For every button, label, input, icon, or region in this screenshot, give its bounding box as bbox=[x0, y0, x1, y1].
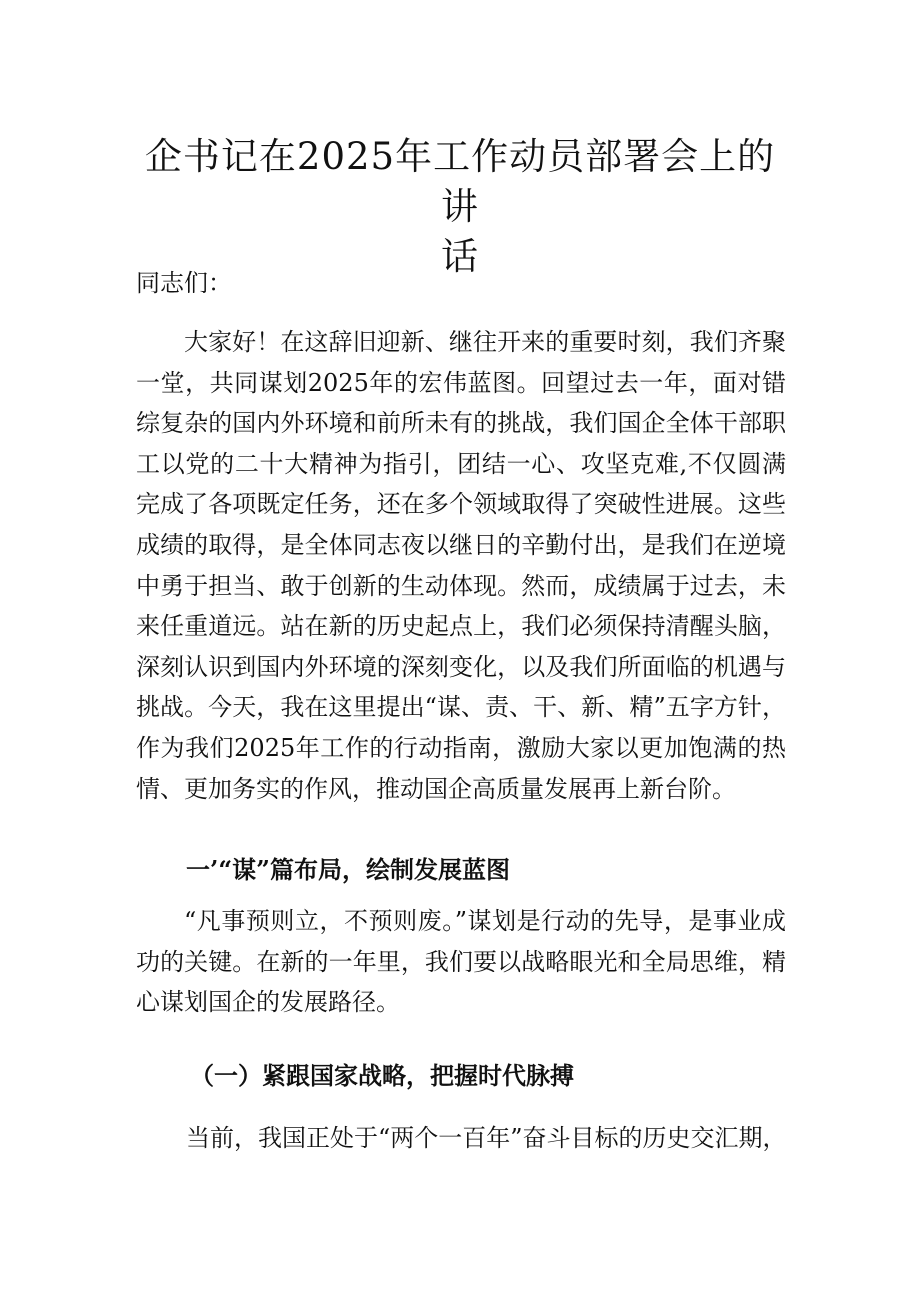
subsection-heading-1: （一）紧跟国家战略，把握时代脉搏 bbox=[190, 1061, 574, 1090]
section-heading-1: 一’“谋”篇布局，绘制发展蓝图 bbox=[186, 855, 510, 884]
paragraph-subsection-1: 当前，我国正处于“两个一百年”奋斗目标的历史交汇期， bbox=[186, 1124, 787, 1152]
title-line-2: 话 bbox=[441, 235, 479, 278]
paragraph-section-1: “凡事预则立，不预则废。”谋划是行动的先导，是事业成功的关键。在新的一年里，我们要以战略眼光和全局思维，精心谋划国企的发展路径。 bbox=[136, 907, 786, 1017]
document-title bbox=[130, 132, 790, 282]
title-line-1: 企书记在2025年工作动员部署会上的讲 bbox=[144, 135, 776, 228]
salutation: 同志们： bbox=[136, 269, 232, 297]
paragraph-intro: 大家好！在这辞旧迎新、继往开来的重要时刻，我们齐聚一堂，共同谋划2025年的宏伟蓝图。回望过去一年，面对错综复杂的国内外环境和前所未有的挑战，我们国企全体干部职工以党的二十大精神为指引，团结一心、攻坚克难,不仅圆满完成了各项既定任务，还在多个领域取得了突破性进展。这些成绩的取得，是全体同志夜以继日的辛勤付出，是我们在逆境中勇于担当、敢于创新的生动体现。然而，成绩属于过去，未来任重道远。站在新的历史起点上，我们必须保持清醒头脑，深刻认识到国内外环境的深刻变化，以及我们所面临的机遇与挑战。今天，我在这里提出“谋、责、干、新、精”五字方针，作为我们2025年工作的行动指南，激励大家以更加饱满的热情、更加务实的作风，推动国企高质量发展再上新台阶。 bbox=[136, 328, 786, 803]
